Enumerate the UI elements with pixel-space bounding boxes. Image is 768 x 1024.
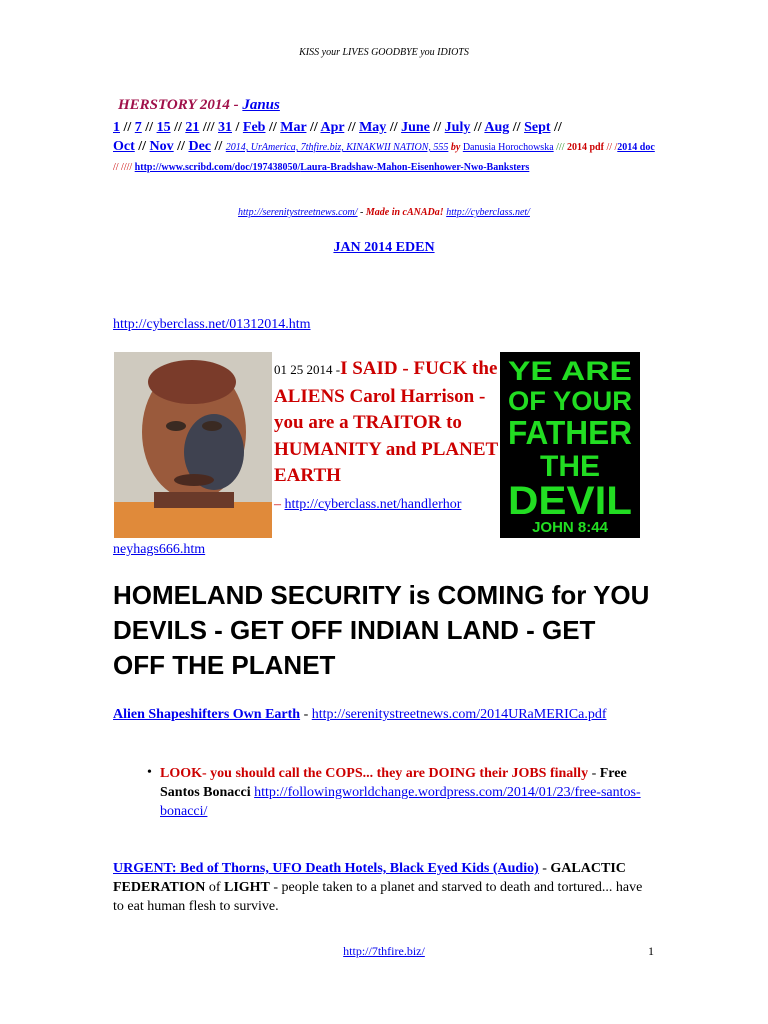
handler-link[interactable]: http://cyberclass.net/handlerhor	[284, 496, 462, 512]
author-link[interactable]: Danusia Horochowska	[462, 142, 554, 153]
galactic-federation-text: GALACTIC FEDERATION	[113, 861, 626, 895]
handler-link-continued	[113, 542, 205, 558]
bullet-bold-text: Free Santos Bonacci	[160, 766, 627, 800]
separator: //	[306, 120, 321, 135]
separator: //	[134, 139, 150, 154]
herstory-heading	[118, 97, 280, 114]
page-number: 1	[648, 944, 654, 958]
by-text: by	[448, 142, 463, 153]
urgent-paragraph	[113, 859, 653, 916]
separator: //	[211, 139, 226, 154]
sites-line	[0, 207, 768, 218]
janus-link[interactable]: Janus	[242, 97, 280, 113]
uramerica-pdf-link[interactable]: http://serenitystreetnews.com/2014URaMERICa.pdf	[311, 707, 607, 722]
month-link-dec[interactable]: Dec	[188, 139, 211, 154]
separator: //	[170, 120, 186, 135]
month-link-july[interactable]: July	[444, 120, 471, 135]
month-nav	[113, 118, 658, 177]
alien-shapeshifters-link[interactable]: Alien Shapeshifters Own Earth	[113, 707, 301, 722]
separator: ///	[199, 120, 219, 135]
poster-line-1: YE ARE	[508, 356, 632, 386]
month-link-june[interactable]: June	[401, 120, 430, 135]
separator: //	[265, 120, 281, 135]
cyberclass-link[interactable]: http://cyberclass.net/	[446, 207, 530, 218]
separator: //	[470, 120, 485, 135]
uramerica-link[interactable]: 2014, UrAmerica, 7thfire.biz, KINAKWII NATION, 555	[225, 142, 449, 153]
poster-line-4: THE	[540, 450, 600, 483]
month-link-may[interactable]: May	[359, 120, 387, 135]
herstory-dash: -	[229, 97, 243, 113]
page-header: KISS your LIVES GOODBYE you IDIOTS	[299, 47, 469, 58]
month-link-sept[interactable]: Sept	[524, 120, 551, 135]
made-in-canada: Made in cANADa!	[365, 207, 444, 218]
separator: -	[357, 207, 366, 218]
face-photo	[114, 352, 272, 538]
quote-text: I SAID - FUCK the ALIENS Carol Harrison - you are a TRAITOR to HUMANITY and PLANET EARTH	[274, 358, 498, 486]
month-link-mar[interactable]: Mar	[280, 120, 307, 135]
doc-link[interactable]: 2014 doc	[617, 142, 655, 153]
day-link[interactable]: 31	[218, 120, 233, 135]
separator: //	[344, 120, 360, 135]
urgent-link[interactable]: URGENT: Bed of Thorns, UFO Death Hotels, Black Eyed Kids (Audio)	[113, 861, 539, 876]
separator: //	[120, 120, 135, 135]
separator: //	[386, 120, 402, 135]
separator: /	[232, 120, 243, 135]
alien-line	[113, 705, 653, 724]
separator: //	[141, 120, 157, 135]
separator: -	[588, 766, 600, 781]
month-link-apr[interactable]: Apr	[320, 120, 345, 135]
cyberclass-url	[113, 317, 311, 333]
month-link-oct[interactable]: Oct	[113, 139, 135, 154]
separator: // /	[603, 142, 618, 153]
separator: -	[300, 707, 312, 722]
pdf-label[interactable]: 2014 pdf	[566, 142, 604, 153]
bullet-item	[160, 764, 660, 821]
quote-dash: –	[274, 496, 285, 512]
herstory-label: HERSTORY 2014	[118, 97, 230, 113]
eden-heading	[0, 240, 768, 256]
day-link[interactable]: 1	[113, 120, 120, 135]
bullet-dot: •	[147, 765, 152, 780]
separator: //	[429, 120, 445, 135]
devil-poster	[500, 352, 640, 538]
eden-link[interactable]: JAN 2014 EDEN	[333, 240, 435, 255]
urgent-rest-text: - people taken to a planet and starved to death and tortured... have to eat human flesh to survive.	[113, 880, 643, 914]
poster-line-6: JOHN 8:44	[532, 519, 608, 536]
month-link-nov[interactable]: Nov	[149, 139, 174, 154]
cyberclass-page-link[interactable]: http://cyberclass.net/01312014.htm	[113, 317, 311, 332]
of-text: of	[205, 880, 224, 895]
poster-line-3: FATHER	[508, 414, 633, 451]
day-link[interactable]: 15	[156, 120, 171, 135]
light-text: LIGHT	[223, 880, 270, 895]
scribd-link[interactable]: http://www.scribd.com/doc/197438050/	[134, 162, 301, 173]
separator: //	[550, 120, 562, 135]
day-link[interactable]: 21	[185, 120, 200, 135]
quote-date: 01 25 2014 -	[274, 362, 341, 377]
month-link-feb[interactable]: Feb	[242, 120, 266, 135]
big-heading: HOMELAND SECURITY is COMING for YOU DEVILS - GET OFF INDIAN LAND - GET OFF THE PLANET	[113, 580, 650, 680]
scribd-title-link[interactable]: Laura-Bradshaw-Mahon-Eisenhower-Nwo-Banksters	[300, 162, 530, 173]
poster-line-2: OF YOUR	[508, 386, 632, 416]
separator: //	[509, 120, 525, 135]
month-link-aug[interactable]: Aug	[484, 120, 510, 135]
separator: ///	[553, 142, 567, 153]
separator: //	[173, 139, 189, 154]
bullet-red-text: LOOK- you should call the COPS... they are DOING their JOBS finally	[160, 766, 589, 781]
serenity-link[interactable]: http://serenitystreetnews.com/	[238, 207, 358, 218]
separator: -	[538, 861, 551, 876]
footer-link[interactable]: http://7thfire.biz/	[343, 944, 425, 958]
separator: // ////	[113, 162, 135, 173]
free-santos-link[interactable]: http://followingworldchange.wordpress.com/2014/01/23/free-santos-bonacci/	[160, 785, 641, 819]
quote-block	[274, 356, 499, 518]
day-link[interactable]: 7	[134, 120, 142, 135]
poster-line-5: DEVIL	[508, 479, 632, 523]
handler-link-tail[interactable]: neyhags666.htm	[113, 542, 206, 557]
